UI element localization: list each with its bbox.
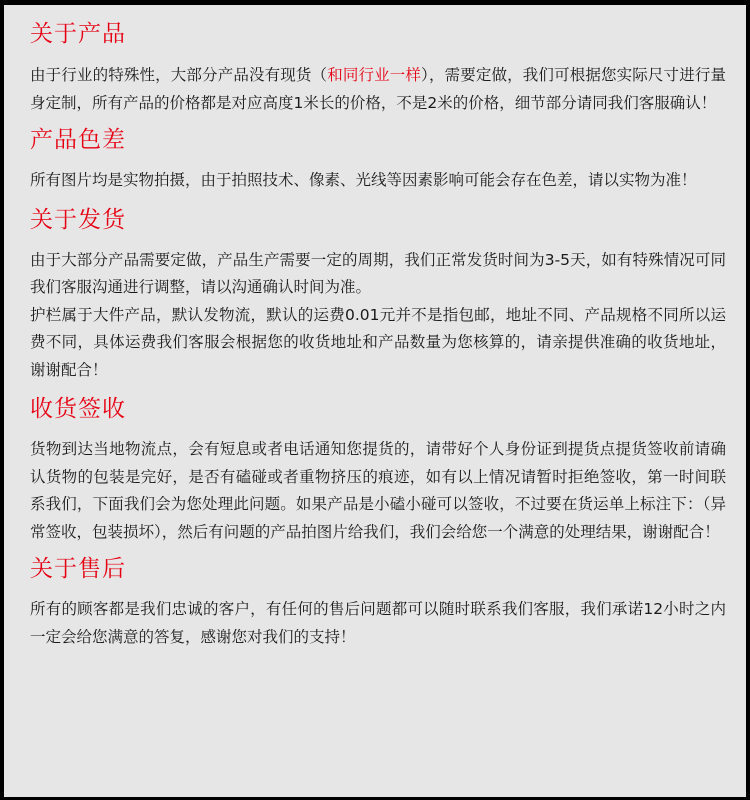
paragraph-text: 由于行业的特殊性，大部分产品没有现货（ <box>30 66 328 84</box>
section-body-after-sales <box>30 596 726 651</box>
section-body-shipping <box>30 247 726 385</box>
paragraph: 护栏属于大件产品，默认发物流，默认的运费0.01元并不是指包邮，地址不同、产品规格不同所以运费不同，具体运费我们客服会根据您的收货地址和产品数量为您核算的，请亲提供准确的收货地址，谢谢配合！ <box>30 305 726 379</box>
paragraph: 所有图片均是实物拍摄，由于拍照技术、像素、光线等因素影响可能会存在色差，请以实物为准！ <box>30 171 697 189</box>
highlight-text: 和同行业一样 <box>327 66 422 84</box>
section-title-shipping: 关于发货 <box>30 206 126 233</box>
section-title-about-product: 关于产品 <box>30 21 126 47</box>
paragraph: 货物到达当地物流点，会有短息或者电话通知您提货的，请带好个人身份证到提货点提货签收前请确认货物的包装是完好，是否有磕碰或者重物挤压的痕迹，如有以上情况请暂时拒绝签收，第一时间联系我们，下面我们会为您处理此问题。如果产品是小磕小碰可以签收，不过要在货运单上标注下：（异常签收，包装损坏），然后有问题的产品拍图片给我们，我们会给您一个满意的处理结果，谢谢配合！ <box>30 440 726 541</box>
section-body-color-difference <box>30 167 726 195</box>
paragraph <box>30 62 726 117</box>
section-body-about-product <box>30 62 726 117</box>
section-title-after-sales: 关于售后 <box>30 556 126 582</box>
section-title-color-difference: 产品色差 <box>30 127 126 153</box>
paragraph: 由于大部分产品需要定做，产品生产需要一定的周期，我们正常发货时间为3-5天，如有特殊情况可同我们客服沟通进行调整，请以沟通确认时间为准。 <box>30 250 726 296</box>
paragraph-text: ），需要定做，我们可根据您实际尺寸进行量身定制，所有产品的价格都是对应高度1米长的价格，不是2米的价格，细节部分请同我们客服确认！ <box>30 66 726 112</box>
paragraph: 所有的顾客都是我们忠诚的客户，有任何的售后问题都可以随时联系我们客服，我们承诺12小时之内一定会给您满意的答复，感谢您对我们的支持！ <box>30 600 726 646</box>
section-title-receiving: 收货签收 <box>30 396 126 422</box>
section-body-receiving <box>30 436 726 546</box>
notice-panel <box>4 5 746 797</box>
